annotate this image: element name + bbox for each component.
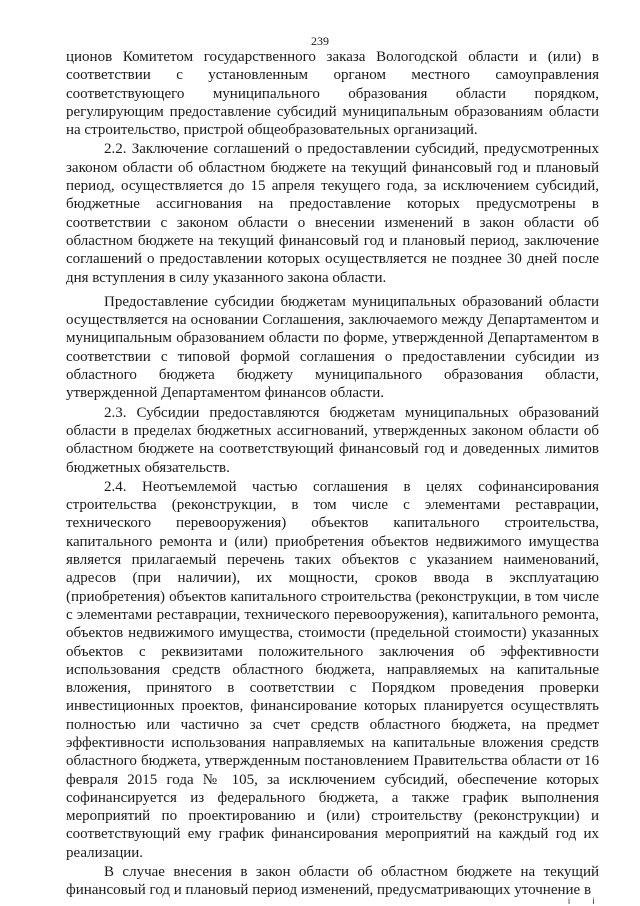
paragraph-law-changes: В случае внесения в закон области об областном бюджете на текущий финансовый год и плановый период изменений, предусматривающих уточнение в [66,864,599,899]
paragraph-2-3: 2.3. Субсидии предоставляются бюджетам муниципальных образований области в пределах бюджетных ассигнований, утвержденных законом области об областном бюджете на соответствующий финансовый год и доведенных лимитов бюджетных обязательств. [66,404,599,476]
paragraph-continuation: ционов Комитетом государственного заказа Вологодской области и (или) в соответствии с установленным органом местного самоуправления соответствующего муниципального образования области порядком, регулирующим предоставление субсидий муниципальным образованиям области на строительство, пристрой общеобразовательных организаций. [66,49,599,139]
paragraph-2-2: 2.2. Заключение соглашений о предоставлении субсидий, предусмотренных законом области об областном бюджете на текущий финансовый год и плановый период, осуществляется до 15 апреля текущего года, за исключением субсидий, бюджетные ассигнования на предоставление которых предусмотрены в соответствии с законом области о внесении изменений в закон области об областном бюджете на текущий финансовый год и плановый период, заключение соглашений о предоставлении которых осуществляется не позднее 30 дней после дня вступления в силу указанного закона области. [66,141,599,286]
paragraph-subsidy-agreement: Предоставление субсидии бюджетам муниципальных образований области осуществляется на основании Соглашения, заключаемого между Департаментом и муниципальным образованием области по форме, утвержденной Департаментом в соответствии с типовой формой соглашения о предоставлении субсидии из областного бюджета бюджету муниципального образования области, утвержденной Департаментом финансов области. [66,293,599,402]
scan-mark: i i [568,896,605,906]
document-body [66,48,599,900]
paragraph-2-4: 2.4. Неотъемлемой частью соглашения в целях софинансирования строительства (реконструкции, в том числе с элементами реставрации, технического перевооружения) объектов капитального строительства, капитального ремонта и (или) приобретения объектов недвижимого имущества является прилагаемый перечень таких объектов с указанием наименований, адресов (при наличии), их мощности, сроков ввода в эксплуатацию (приобретения) объектов капитального строительства (реконструкции, в том числе с элементами реставрации, технического перевооружения), капитального ремонта, объектов недвижимого имущества, стоимости (предельной стоимости) указанных объектов с реквизитами положительного заключения об эффективности использования средств областного бюджета, направляемых на капитальные вложения, принятого в соответствии с Порядком проведения проверки инвестиционных проектов, финансирование которых планируется осуществлять полностью или частично за счет средств областного бюджета, на предмет эффективности использования направляемых на капитальные вложения средств областного бюджета, утвержденным постановлением Правительства области от 16 февраля 2015 года № 105, за исключением субсидий, обеспечение которых софинансируется из федерального бюджета, а также график выполнения мероприятий по проектированию и (или) строительству (реконструкции) и соответствующий ему график финансирования мероприятий на каждый год их реализации. [66,478,599,861]
page-number: 239 [311,34,329,48]
